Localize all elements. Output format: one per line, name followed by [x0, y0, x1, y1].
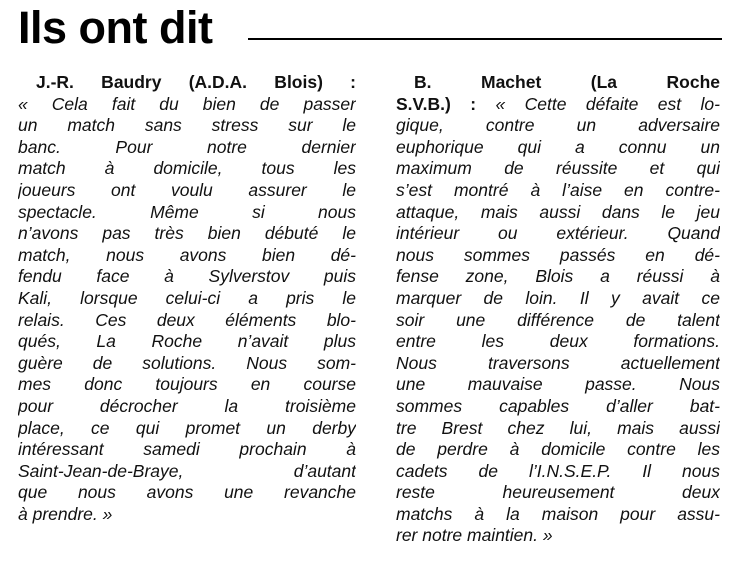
right-line: gique, contre un adversaire: [396, 115, 720, 136]
left-line: intéressant samedi prochain à: [18, 439, 356, 460]
left-line: pour décrocher la troisième: [18, 395, 356, 416]
left-line: fendu face à Sylverstov puis: [18, 266, 356, 287]
right-speaker: B. Machet (La Roche: [414, 72, 720, 92]
right-line: soir une différence de talent: [396, 309, 720, 330]
right-line: Nous traversons actuellement: [396, 352, 720, 373]
left-line: « Cela fait du bien de passer: [18, 93, 356, 114]
title-rule: [248, 38, 722, 40]
right-quote-start: « Cette défaite est lo-: [495, 93, 720, 114]
left-line: Saint-Jean-de-Braye, d’autant: [18, 460, 356, 481]
left-speaker: J.-R. Baudry (A.D.A. Blois) :: [36, 72, 356, 92]
left-line: mes donc toujours en course: [18, 374, 356, 395]
left-line: banc. Pour notre dernier: [18, 136, 356, 157]
right-line: une mauvaise passe. Nous: [396, 374, 720, 395]
right-line: nous sommes passés en dé-: [396, 244, 720, 265]
right-line: sommes capables d’aller bat-: [396, 395, 720, 416]
left-line: place, ce qui promet un derby: [18, 417, 356, 438]
left-line: guère de solutions. Nous som-: [18, 352, 356, 373]
article-title: Ils ont dit: [18, 2, 213, 53]
left-line: qués, La Roche n’avait plus: [18, 331, 356, 352]
left-line: match à domicile, tous les: [18, 158, 356, 179]
right-line: maximum de réussite et qui: [396, 158, 720, 179]
left-line: spectacle. Même si nous: [18, 201, 356, 222]
right-line: matchs à la maison pour assu-: [396, 503, 720, 524]
right-line: marquer de loin. Il y avait ce: [396, 287, 720, 308]
right-line: entre les deux formations.: [396, 331, 720, 352]
right-speaker-cont: S.V.B.) :: [396, 93, 477, 114]
right-line: cadets de l’I.N.S.E.P. Il nous: [396, 460, 720, 481]
left-line: joueurs ont voulu assurer le: [18, 179, 356, 200]
right-line: euphorique qui a connu un: [396, 136, 720, 157]
left-line: n’avons pas très bien débuté le: [18, 223, 356, 244]
right-line: intérieur ou extérieur. Quand: [396, 223, 720, 244]
left-line: Kali, lorsque celui-ci a pris le: [18, 287, 356, 308]
right-line: s’est montré à l’aise en contre-: [396, 179, 720, 200]
right-column: [396, 72, 720, 547]
left-line: à prendre. »: [18, 503, 113, 524]
left-line: un match sans stress sur le: [18, 115, 356, 136]
left-line: match, nous avons bien dé-: [18, 244, 356, 265]
right-line: fense zone, Blois a réussi à: [396, 266, 720, 287]
right-line: tre Brest chez lui, mais aussi: [396, 417, 720, 438]
right-line: reste heureusement deux: [396, 482, 720, 503]
right-line: attaque, mais aussi dans le jeu: [396, 201, 720, 222]
right-line: rer notre maintien. »: [396, 525, 553, 546]
left-column: [18, 72, 356, 525]
left-line: que nous avons une revanche: [18, 482, 356, 503]
left-line: relais. Ces deux éléments blo-: [18, 309, 356, 330]
right-speaker-line2: [396, 94, 720, 116]
right-line: de perdre à domicile contre les: [396, 439, 720, 460]
